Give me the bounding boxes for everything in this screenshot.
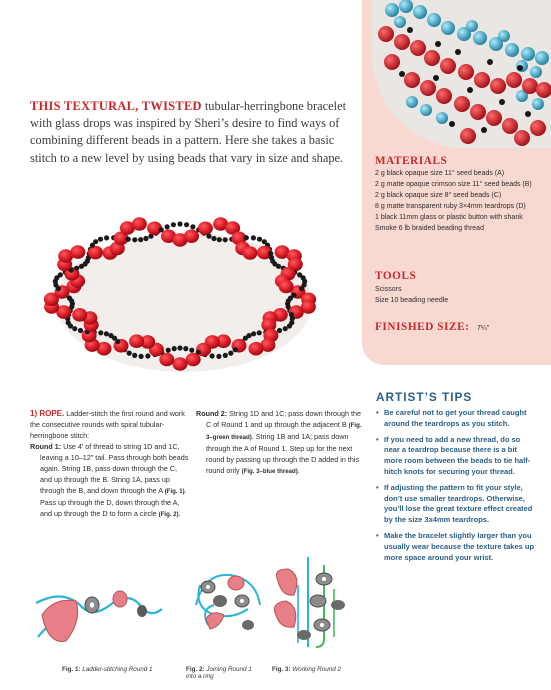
round1-text-b: . Pass up through the D, down through the A, and up through the D to form a circle <box>40 486 187 518</box>
figure-2-caption-text: Joining Round 1 <box>206 666 252 673</box>
fig3b-ref: (Fig. 3–blue thread) <box>241 468 298 475</box>
round1-text-end: . <box>178 509 181 518</box>
figure-3-caption-text: Working Round 2 <box>292 666 341 673</box>
round1-text <box>30 441 190 520</box>
figure-2-diagram <box>190 565 270 655</box>
bracelet-closeup-photo <box>372 0 551 148</box>
tool-item: Size 10 beading needle <box>375 297 449 304</box>
round2-text <box>196 408 366 477</box>
material-item: 1 black 11mm glass or plastic button with shank <box>375 214 523 221</box>
figure-1-diagram <box>32 575 172 655</box>
finished-size-value: 7¼" <box>476 325 490 332</box>
round2-label: Round 2: <box>196 409 228 418</box>
tip-item: • If you need to add a new thread, do so near a teardrop because there is a bit more room between the beads to tie half-hitch knots for securing your thread. <box>376 435 536 478</box>
step1-column-left <box>30 408 190 520</box>
figure-1-caption-text: Ladder-stitching Round 1 <box>82 666 153 673</box>
material-item: 2 g matte opaque crimson size 11° seed beads (B) <box>375 181 532 188</box>
tip-item: • If adjusting the pattern to fit your style, don’t use smaller teardrops. Otherwise, you’ll lose the great texture effect created by the size 3x4mm teardrops. <box>376 483 536 526</box>
round2-text-a: String 1D and 1C; pass down through the C of Round 1 and up through the adjacent B <box>206 409 361 429</box>
material-item: 8 g matte transparent ruby 3×4mm teardrops (D) <box>375 203 526 210</box>
finished-size <box>375 317 489 335</box>
tools-list <box>375 285 448 305</box>
materials-list <box>375 169 543 235</box>
step1-intro-text: Ladder-stitch the first round and work the consecutive rounds with spiral tubular-herringbone stitch: <box>30 409 185 440</box>
materials-heading: MATERIALS <box>375 155 448 167</box>
figure-2-caption <box>186 666 270 680</box>
tool-item: Scissors <box>375 286 402 293</box>
fig3a-ref: (Fig. 3–green thread) <box>206 422 362 441</box>
figure-1-label: Fig. 1: <box>62 666 81 673</box>
step1-title: 1) ROPE. <box>30 409 65 418</box>
figure-2-caption-text-2: into a ring <box>186 673 214 680</box>
tools-heading: TOOLS <box>375 270 417 282</box>
tips-heading: ARTIST’S TIPS <box>376 390 473 404</box>
material-item: 2 g black opaque size 8° seed beads (C) <box>375 192 502 199</box>
material-item: 2 g black opaque size 11° seed beads (A) <box>375 170 505 177</box>
intro-body: tubular-herringbone bracelet with glass drops was inspired by Sheri’s desire to find ways of combining different beads in a pattern. Here she takes a basic stitch to a new level by using beads that vary in size and shape. <box>30 99 347 165</box>
step1-intro <box>30 408 190 441</box>
round1-text-a: Use 4′ of thread to string 1D and 1C, leaving a 10–12″ tail. Pass through both beads again. String 1B, pass down through the C, and up through the B. String 1A, pass up through the B, and down through the A <box>40 442 189 495</box>
round2-text-b: . String 1B and 1A; pass down through the A of Round 1. Step up for the next round by passing up through the D added in this round only <box>206 432 360 475</box>
figure-3-diagram <box>268 555 358 655</box>
fig2-ref: (Fig. 2) <box>158 511 179 518</box>
tip-item: • Make the bracelet slightly larger than you usually wear because the texture takes up more space around your wrist. <box>376 531 536 563</box>
figure-3-label: Fig. 3: <box>272 666 291 673</box>
figure-3-caption <box>272 666 341 673</box>
intro-paragraph <box>30 98 360 167</box>
figure-2-label: Fig. 2: <box>186 666 205 673</box>
intro-lead: THIS TEXTURAL, TWISTED <box>30 99 202 113</box>
round1-label: Round 1: <box>30 442 62 451</box>
tips-list <box>376 408 536 568</box>
figure-1-caption <box>62 666 153 673</box>
round2-text-end: . <box>297 466 300 475</box>
bracelet-photo <box>30 200 340 380</box>
tip-item: • Be careful not to get your thread caught around the teardrops as you stitch. <box>376 408 536 430</box>
finished-size-label: FINISHED SIZE: <box>375 321 470 333</box>
material-item: Smoke 6 lb braided beading thread <box>375 225 484 232</box>
fig1-ref: (Fig. 1) <box>164 488 185 495</box>
